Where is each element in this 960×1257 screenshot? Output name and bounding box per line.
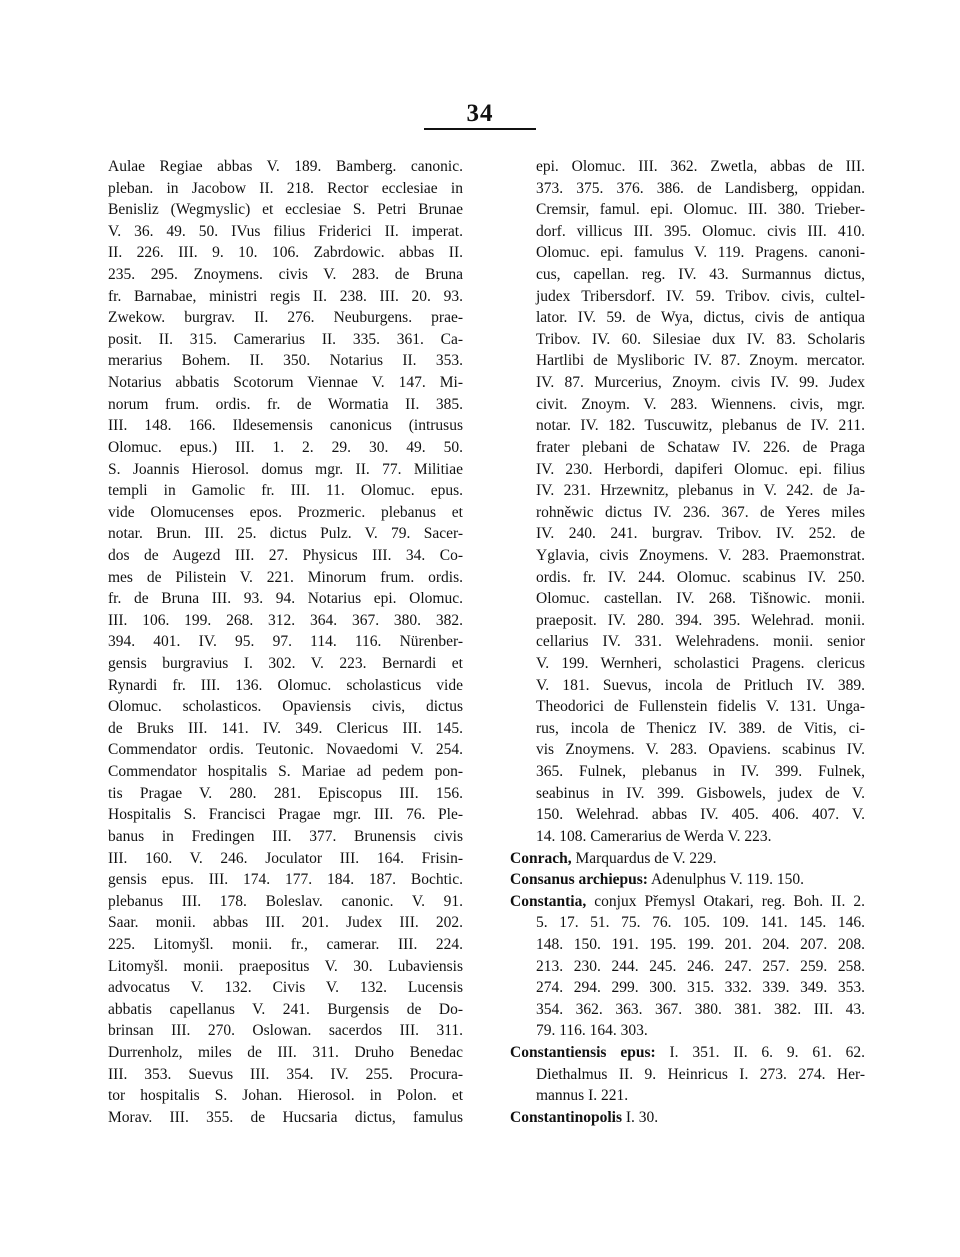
text-line: pleban. in Jacobow II. 218. Rector ecclesiae in	[108, 179, 463, 197]
entry-text: 14. 108. Camerarius de Werda V. 223.	[536, 827, 772, 845]
text-line	[510, 415, 865, 437]
index-entry	[510, 1107, 865, 1129]
entry-text: 150. Welehrad. abbas IV. 405. 406. 407. V.	[536, 806, 865, 824]
text-line: notar. Brun. III. 25. dictus Pulz. V. 79. Sacer-	[108, 525, 463, 543]
text-line: tor hospitalis S. Johan. Hierosol. in Polon. et	[108, 1087, 463, 1105]
text-line	[510, 761, 865, 783]
text-line: Rynardi fr. III. 136. Olomuc. scholasticus vide	[108, 676, 463, 694]
header-rule	[424, 128, 536, 130]
text-line	[510, 610, 865, 632]
text-line: templi in Gamolic fr. III. 11. Olomuc. epus.	[108, 482, 463, 500]
entry-text: civit. Znoym. V. 283. Wiennens. civis, mgr.	[536, 395, 865, 413]
text-line: Olomuc. scholasticos. Opaviensis civis, dictus	[108, 698, 463, 716]
entry-text: Yglavia, civis Znoymens. V. 283. Praemonstrat.	[536, 546, 865, 564]
text-line: de Bruks III. 141. IV. 349. Clericus III. 145.	[108, 719, 463, 737]
text-line	[510, 156, 865, 178]
text-line: gensis burgravius I. 302. V. 223. Bernardi et	[108, 655, 463, 673]
text-line	[510, 739, 865, 761]
entry-text: judex Tribersdorf. IV. 59. Tribov. civis, cultel-	[536, 287, 865, 305]
entry-headword: Constantia,	[510, 892, 587, 910]
entry-text: cellarius IV. 331. Welehradens. monii. senior	[536, 633, 865, 651]
entry-text: V. 199. Wernheri, scholastici Pragens. clericus	[536, 655, 865, 673]
text-line: norum frum. ordis. fr. de Wormatia II. 385.	[108, 395, 463, 413]
entry-text: 274. 294. 299. 300. 315. 332. 339. 349. 353.	[536, 979, 865, 997]
text-line	[510, 264, 865, 286]
entry-text: Cremsir, famul. epi. Olomuc. III. 380. Trieber-	[536, 201, 865, 219]
entry-text: frater plebani de Schataw IV. 226. de Praga	[536, 438, 865, 456]
text-line: vide Olomucenses epos. Prozmeric. plebanus et	[108, 503, 463, 521]
text-line	[510, 675, 865, 697]
entry-text: Tribov. IV. 60. Silesiae dux IV. 83. Scholaris	[536, 330, 865, 348]
text-line: Commendator ordis. Teutonic. Novaedomi V. 254.	[108, 741, 463, 759]
text-line: merarius Bohem. II. 350. Notarius II. 353.	[108, 352, 463, 370]
text-line	[510, 912, 865, 934]
text-line	[510, 199, 865, 221]
text-line	[510, 804, 865, 826]
entry-headword: Constantinopolis	[510, 1108, 622, 1126]
entry-text: lator. IV. 59. de Wya, dictus, civis de antiqua	[536, 309, 865, 327]
text-line: tis Pragae V. 280. 281. Episcopus III. 156.	[108, 784, 463, 802]
text-line	[510, 1064, 865, 1086]
left-column	[108, 156, 463, 1128]
entry-text: Marquardus de V. 229.	[575, 849, 717, 867]
entry-text: ordis. fr. IV. 244. Olomuc. scabinus IV. 250.	[536, 568, 865, 586]
text-line	[510, 1020, 865, 1042]
index-entry	[510, 1042, 865, 1064]
text-line: 235. 295. Znoymens. civis V. 283. de Bruna	[108, 266, 463, 284]
text-line	[510, 307, 865, 329]
page-number: 34	[466, 100, 494, 127]
text-line: 225. Litomyšl. monii. fr., camerar. III. 224.	[108, 935, 463, 953]
entry-text: Olomuc. epi. famulus V. 119. Pragens. canoni-	[536, 244, 865, 262]
text-line	[510, 286, 865, 308]
entry-text: Hartlibi de Mysliboric IV. 87. Znoym. mercator.	[536, 352, 865, 370]
entry-text: vis Znoymens. V. 283. Opaviens. scabinus IV.	[536, 741, 865, 759]
text-line	[510, 242, 865, 264]
entry-text: 148. 150. 191. 195. 199. 201. 204. 207. 208.	[536, 935, 865, 953]
text-line: advocatus V. 132. Civis V. 132. Lucensis	[108, 979, 463, 997]
text-line	[510, 178, 865, 200]
text-line: Benisliz (Wegmyslic) et ecclesiae S. Petri Brunae	[108, 201, 463, 219]
entry-text: IV. 230. Herbordi, dapiferi Olomuc. epi. filius	[536, 460, 865, 478]
entry-text: Adenulphus V. 119. 150.	[651, 871, 805, 889]
text-line	[510, 653, 865, 675]
entry-text: 79. 116. 164. 303.	[536, 1022, 648, 1040]
entry-headword: Constantiensis epus:	[510, 1043, 656, 1061]
right-column	[510, 156, 865, 1128]
text-line	[510, 588, 865, 610]
entry-text: rohněwic dictus IV. 236. 367. de Yeres miles	[536, 503, 865, 521]
entry-text: IV. 240. 241. burgrav. Tribov. IV. 252. de	[536, 525, 865, 543]
text-line: Olomuc. epus.) III. 1. 2. 29. 30. 49. 50.	[108, 438, 463, 456]
text-line	[510, 696, 865, 718]
text-line: fr. de Bruna III. 93. 94. Notarius epi. Olomuc.	[108, 590, 463, 608]
entry-text: seabinus in IV. 399. Gisbowels, judex de V.	[536, 784, 865, 802]
text-line: III. 148. 166. Ildesemensis canonicus (intrusus	[108, 417, 463, 435]
entry-text: cus, capellan. reg. IV. 43. Surmannus dictus,	[536, 266, 865, 284]
entry-text: rus, incola de Thenicz IV. 389. de Vitis, ci-	[536, 719, 865, 737]
entry-text: 213. 230. 244. 245. 246. 247. 257. 259. 258.	[536, 957, 865, 975]
entry-text: V. 181. Suevus, incola de Pritluch IV. 389.	[536, 676, 865, 694]
text-line: dos de Augezd III. 27. Physicus III. 34. Co-	[108, 546, 463, 564]
entry-headword: Conrach,	[510, 849, 572, 867]
index-entry	[510, 848, 865, 870]
entry-text: Theodorici de Fullenstein fidelis V. 131. Unga-	[536, 698, 865, 716]
text-line	[510, 631, 865, 653]
text-line: Aulae Regiae abbas V. 189. Bamberg. canonic.	[108, 158, 463, 175]
text-line: abbatis capellanus V. 241. Burgensis de Do-	[108, 1000, 463, 1018]
entry-text: dorf. villicus III. 395. Olomuc. civis III. 410.	[536, 222, 865, 240]
entry-text: I. 351. II. 6. 9. 61. 62.	[669, 1043, 865, 1061]
text-line: S. Joannis Hierosol. domus mgr. II. 77. Militiae	[108, 460, 463, 478]
text-line	[510, 480, 865, 502]
text-line: II. 226. III. 9. 10. 106. Zabrdowic. abbas II.	[108, 244, 463, 262]
text-line: posit. II. 315. Camerarius II. 335. 361. Ca-	[108, 330, 463, 348]
text-line: mes de Pilistein V. 221. Minorum frum. ordis.	[108, 568, 463, 586]
entry-text: I. 30.	[625, 1108, 659, 1126]
entry-text: IV. 87. Murcerius, Znoym. civis IV. 99. Judex	[536, 374, 865, 392]
text-line: Notarius abbatis Scotorum Viennae V. 147. Mi-	[108, 374, 463, 392]
text-line	[510, 372, 865, 394]
text-line: brinsan III. 270. Oslowan. sacerdos III. 311.	[108, 1022, 463, 1040]
text-line	[510, 350, 865, 372]
entry-text: conjux Přemysl Otakari, reg. Boh. II. 2.	[594, 892, 865, 910]
entry-text: praeposit. IV. 280. 394. 395. Welehrad. monii.	[536, 611, 865, 629]
text-line	[510, 999, 865, 1021]
text-line: Saar. monii. abbas III. 201. Judex III. 202.	[108, 914, 463, 932]
text-line	[510, 567, 865, 589]
text-line	[510, 718, 865, 740]
text-line: III. 160. V. 246. Joculator III. 164. Frisin-	[108, 849, 463, 867]
text-line: banus in Fredingen III. 377. Brunensis civis	[108, 827, 463, 845]
text-line: 394. 401. IV. 95. 97. 114. 116. Nürenber-	[108, 633, 463, 651]
entry-text: IV. 231. Hrzewnitz, plebanus in V. 242. de Ja-	[536, 482, 865, 500]
text-line	[510, 977, 865, 999]
entry-text: mannus I. 221.	[536, 1087, 629, 1105]
text-line	[510, 502, 865, 524]
text-line	[510, 221, 865, 243]
text-line: Durrenholz, miles de III. 311. Druho Benedac	[108, 1043, 463, 1061]
entry-text: 354. 362. 363. 367. 380. 381. 382. III. 43.	[536, 1000, 865, 1018]
text-line	[510, 545, 865, 567]
text-line	[510, 826, 865, 848]
text-line	[510, 437, 865, 459]
entry-text: Olomuc. castellan. IV. 268. Tišnowic. monii.	[536, 590, 865, 608]
index-entry	[510, 891, 865, 913]
entry-text: notar. IV. 182. Tuscuwitz, plebanus de IV. 211.	[536, 417, 865, 435]
text-line: plebanus III. 178. Boleslav. canonic. V. 91.	[108, 892, 463, 910]
entry-text: 373. 375. 376. 386. de Landisberg, oppidan.	[536, 179, 865, 197]
entry-text: 365. Fulnek, plebanus in IV. 399. Fulnek,	[536, 763, 865, 781]
text-line	[510, 459, 865, 481]
text-line	[510, 523, 865, 545]
text-line	[510, 934, 865, 956]
text-line	[510, 329, 865, 351]
text-line	[510, 1085, 865, 1107]
entry-headword: Consanus archiepus:	[510, 871, 648, 889]
entry-text: epi. Olomuc. III. 362. Zwetla, abbas de III.	[536, 158, 865, 175]
text-line: V. 36. 49. 50. IVus filius Friderici II. imperat.	[108, 222, 463, 240]
text-line: Morav. III. 355. de Hucsaria dictus, famulus	[108, 1108, 463, 1126]
entry-text: 5. 17. 51. 75. 76. 105. 109. 141. 145. 146.	[536, 914, 865, 932]
entry-text: Diethalmus II. 9. Heinricus I. 273. 274. Her-	[536, 1065, 865, 1083]
text-line: III. 353. Suevus III. 354. IV. 255. Procura-	[108, 1065, 463, 1083]
text-line: Commendator hospitalis S. Mariae ad pedem pon-	[108, 763, 463, 781]
text-line: Zwekow. burgrav. II. 276. Neuburgens. prae-	[108, 309, 463, 327]
text-line	[510, 956, 865, 978]
text-line: fr. Barnabae, ministri regis II. 238. III. 20. 93.	[108, 287, 463, 305]
index-entry	[510, 869, 865, 891]
text-line	[510, 783, 865, 805]
text-line: Litomyšl. monii. praepositus V. 30. Lubaviensis	[108, 957, 463, 975]
text-line: gensis epus. III. 174. 177. 184. 187. Bochtic.	[108, 871, 463, 889]
text-line: III. 106. 199. 268. 312. 364. 367. 380. 382.	[108, 611, 463, 629]
text-line: Hospitalis S. Francisci Pragae mgr. III. 76. Ple-	[108, 806, 463, 824]
text-line	[510, 394, 865, 416]
